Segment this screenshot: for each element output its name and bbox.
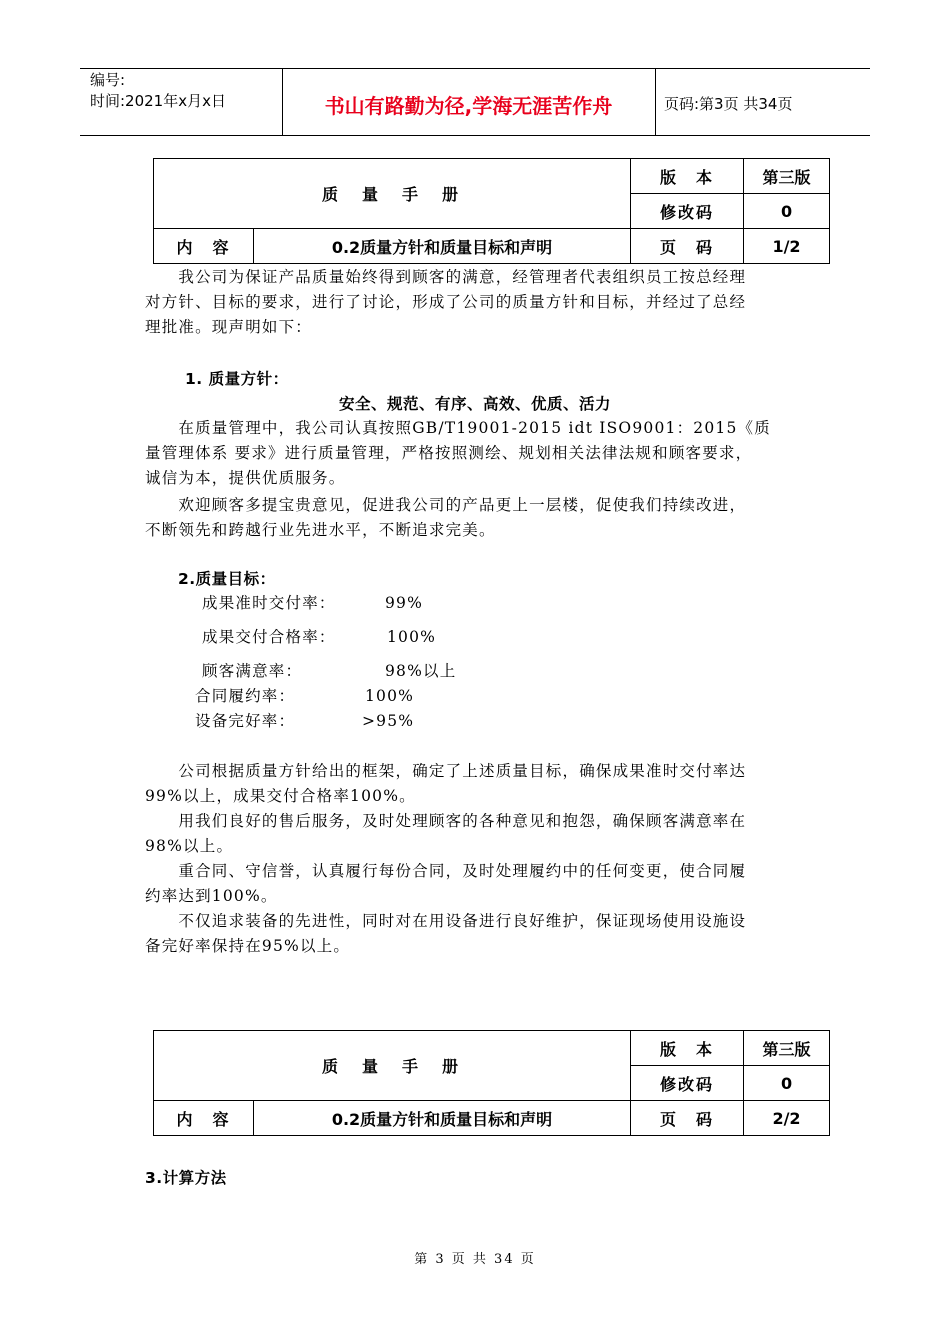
header-top-rule (80, 68, 870, 69)
document-control-table (153, 158, 830, 264)
page-footer: 第 3 页 共 34 页 (414, 1252, 536, 1267)
target-name: 顾客满意率： (202, 662, 303, 680)
welcome-paragraph (145, 493, 746, 543)
revision-label: 修改码 (631, 194, 744, 229)
target-name: 合同履约率： (195, 687, 296, 705)
text-line: 欢迎顾客多提宝贵意见，促进我公司的产品更上一层楼，促使我们持续改进， (145, 496, 747, 514)
page-value: 2/2 (744, 1101, 830, 1136)
version-value: 第三版 (744, 159, 830, 194)
text-line: 不断领先和跨越行业先进水平，不断追求完美。 (145, 521, 496, 539)
text-line: 公司根据质量方针给出的框架，确定了上述质量目标，确保成果准时交付率达 (145, 762, 747, 780)
target-value: >95% (362, 712, 415, 730)
header-meta (90, 70, 226, 112)
content-value: 0.2质量方针和质量目标和声明 (254, 1101, 631, 1136)
section-heading: 2.质量目标： (178, 570, 276, 588)
text-line: 我公司为保证产品质量始终得到顾客的满意，经管理者代表组织员工按总经理 (145, 268, 747, 286)
doc-time-label: 时间:2021年x月x日 (90, 92, 226, 110)
header-divider (655, 68, 656, 135)
target-name: 成果准时交付率： (202, 594, 336, 612)
content-label: 内 容 (154, 229, 254, 264)
intro-paragraph (145, 265, 746, 340)
quality-policy: 安全、规范、有序、高效、优质、活力 (338, 395, 611, 413)
target-value: 98%以上 (385, 662, 457, 680)
version-label: 版 本 (631, 159, 744, 194)
text-line: 用我们良好的售后服务，及时处理顾客的各种意见和抱怨，确保顾客满意率在 (145, 812, 747, 830)
target-value: 100% (365, 687, 415, 705)
version-label: 版 本 (631, 1031, 744, 1066)
target-value: 100% (387, 628, 437, 646)
header-page-info: 页码:第3页 共34页 (664, 95, 793, 113)
content-label: 内 容 (154, 1101, 254, 1136)
targets-explanation (145, 759, 746, 959)
section-heading: 3.计算方法 (145, 1169, 227, 1187)
revision-value: 0 (744, 1066, 830, 1101)
manual-title: 质 量 手 册 (154, 159, 631, 229)
text-line: 量管理体系 要求》进行质量管理，严格按照测绘、规划相关法律法规和顾客要求， (145, 444, 753, 462)
header-bottom-rule (80, 135, 870, 136)
manual-title: 质 量 手 册 (154, 1031, 631, 1101)
text-line: 98%以上。 (145, 837, 234, 855)
text-line: 不仅追求装备的先进性，同时对在用设备进行良好维护，保证现场使用设施设 (145, 912, 747, 930)
doc-number-label: 编号: (90, 71, 126, 89)
document-control-table (153, 1030, 830, 1136)
text-line: 在质量管理中，我公司认真按照GB/T19001-2015 idt ISO9001：2015《质 (145, 419, 771, 437)
page-label: 页 码 (631, 1101, 744, 1136)
target-value: 99% (385, 594, 424, 612)
text-line: 理批准。现声明如下： (145, 318, 313, 336)
target-name: 设备完好率： (195, 712, 296, 730)
revision-label: 修改码 (631, 1066, 744, 1101)
text-line: 备完好率保持在95%以上。 (145, 937, 351, 955)
section-heading: 1. 质量方针： (185, 370, 289, 388)
page-label: 页 码 (631, 229, 744, 264)
text-line: 约率达到100%。 (145, 887, 278, 905)
policy-paragraph (145, 416, 771, 491)
version-value: 第三版 (744, 1031, 830, 1066)
text-line: 诚信为本，提供优质服务。 (145, 469, 346, 487)
content-value: 0.2质量方针和质量目标和声明 (254, 229, 631, 264)
target-name: 成果交付合格率： (202, 628, 336, 646)
page-value: 1/2 (744, 229, 830, 264)
revision-value: 0 (744, 194, 830, 229)
header-motto: 书山有路勤为径,学海无涯苦作舟 (324, 94, 613, 118)
text-line: 重合同、守信誉，认真履行每份合同，及时处理履约中的任何变更，使合同履 (145, 862, 747, 880)
text-line: 99%以上，成果交付合格率100%。 (145, 787, 416, 805)
text-line: 对方针、目标的要求，进行了讨论，形成了公司的质量方针和目标，并经过了总经 (145, 293, 747, 311)
